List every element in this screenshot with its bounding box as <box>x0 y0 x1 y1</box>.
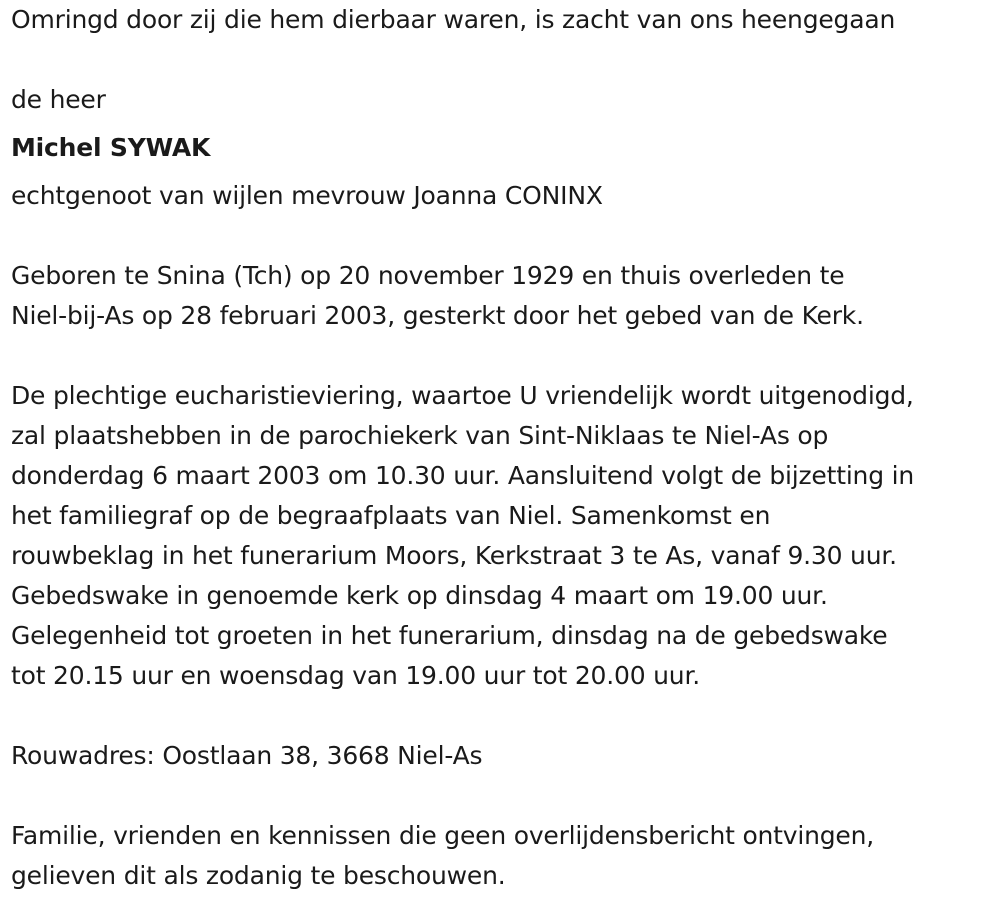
paragraph-line: zal plaatshebben in de parochiekerk van Sint-Niklaas te Niel-As op <box>11 421 829 450</box>
paragraph-line: De plechtige eucharistieviering, waartoe U vriendelijk wordt uitgenodigd, <box>11 381 914 410</box>
intro-line: Omringd door zij die hem dierbaar waren, is zacht van ons heengegaan <box>11 5 896 34</box>
spouse-line: echtgenoot van wijlen mevrouw Joanna CONINX <box>11 181 603 210</box>
paragraph-line: Niel-bij-As op 28 februari 2003, gesterkt door het gebed van de Kerk. <box>11 301 864 330</box>
paragraph-line: Gelegenheid tot groeten in het funerarium, dinsdag na de gebedswake <box>11 621 888 650</box>
paragraph-line: het familiegraf op de begraafplaats van Niel. Samenkomst en <box>11 501 771 530</box>
closing-paragraph <box>11 816 996 896</box>
mourning-address: Rouwadres: Oostlaan 38, 3668 Niel-As <box>11 741 483 770</box>
paragraph-line: donderdag 6 maart 2003 om 10.30 uur. Aansluitend volgt de bijzetting in <box>11 461 915 490</box>
paragraph-line: Gebedswake in genoemde kerk op dinsdag 4 maart om 19.00 uur. <box>11 581 828 610</box>
paragraph-line: tot 20.15 uur en woensdag van 19.00 uur tot 20.00 uur. <box>11 661 700 690</box>
birth-death-paragraph <box>11 256 996 336</box>
spacer <box>11 40 996 80</box>
paragraph-line: rouwbeklag in het funerarium Moors, Kerkstraat 3 te As, vanaf 9.30 uur. <box>11 541 897 570</box>
spacer <box>11 336 996 376</box>
spacer <box>11 696 996 736</box>
paragraph-line: gelieven dit als zodanig te beschouwen. <box>11 861 506 890</box>
spacer <box>11 216 996 256</box>
obituary-notice <box>11 0 996 896</box>
salutation: de heer <box>11 85 106 114</box>
spacer <box>11 776 996 816</box>
deceased-name: Michel SYWAK <box>11 133 211 162</box>
paragraph-line: Familie, vrienden en kennissen die geen overlijdensbericht ontvingen, <box>11 821 875 850</box>
paragraph-line: Geboren te Snina (Tch) op 20 november 1929 en thuis overleden te <box>11 261 845 290</box>
ceremony-paragraph <box>11 376 996 696</box>
